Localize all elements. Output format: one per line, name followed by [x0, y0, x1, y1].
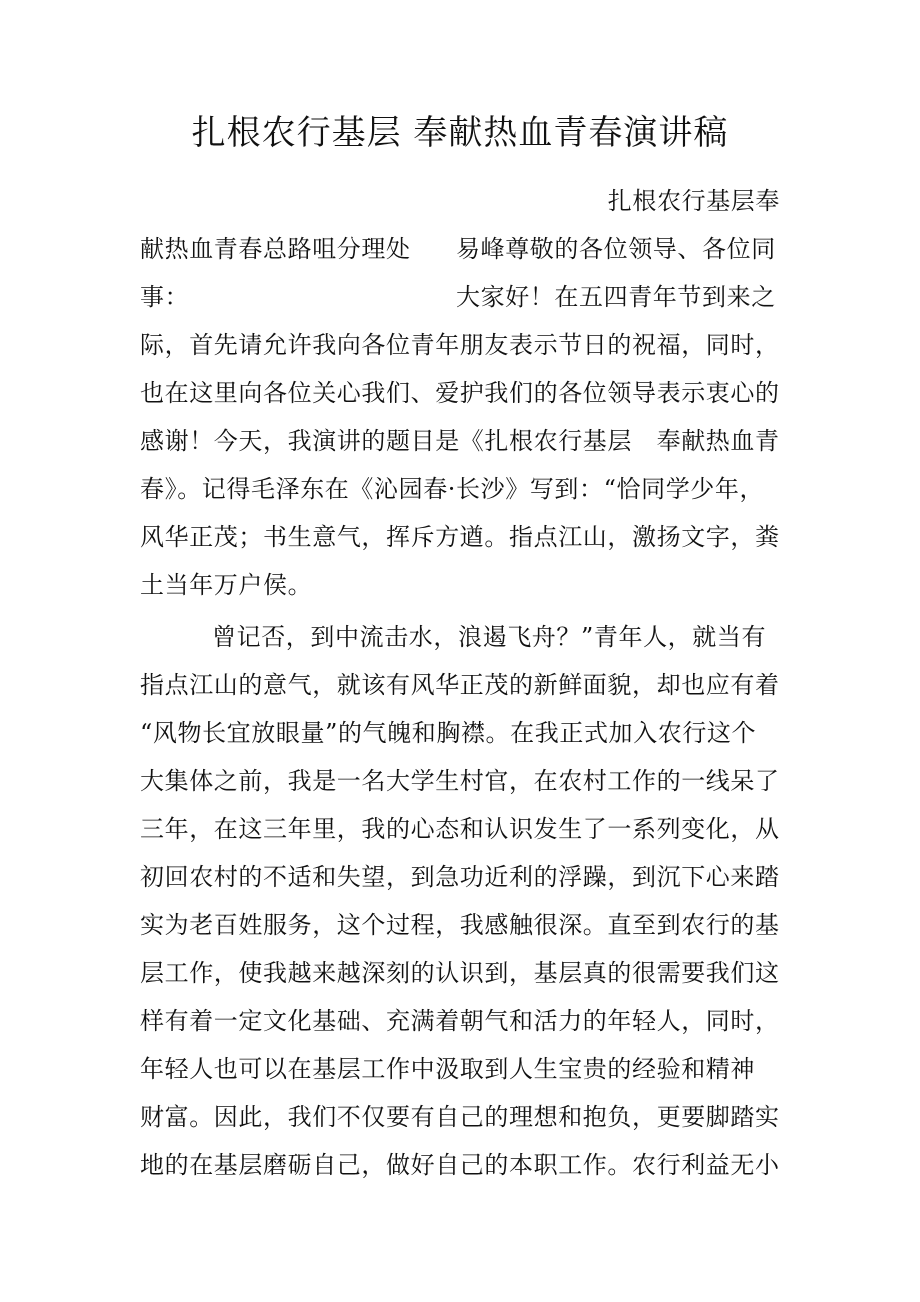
body-line: 年轻人也可以在基层工作中汲取到人生宝贵的经验和精神	[140, 1055, 755, 1083]
body-line: 扎根农行基层奉	[607, 187, 780, 215]
body-line: 际，首先请允许我向各位青年朋友表示节日的祝福，同时，	[140, 331, 780, 359]
body-line: 样有着一定文化基础、充满着朝气和活力的年轻人，同时，	[140, 1007, 780, 1035]
body-line: 感谢！今天，我演讲的题目是《扎根农行基层 奉献热血青	[140, 427, 780, 455]
body-line: 初回农村的不适和失望，到急功近利的浮躁，到沉下心来踏	[140, 863, 780, 891]
body-line: 实为老百姓服务，这个过程，我感触很深。直至到农行的基	[140, 911, 780, 939]
body-line: 也在这里向各位关心我们、爱护我们的各位领导表示衷心的	[140, 379, 780, 407]
body-line: 土当年万户侯。	[140, 571, 313, 599]
body-line: 层工作，使我越来越深刻的认识到，基层真的很需要我们这	[140, 959, 780, 987]
body-line: 三年，在这三年里，我的心态和认识发生了一系列变化，从	[140, 815, 780, 843]
body-line	[140, 232, 780, 266]
body-line	[140, 280, 780, 314]
document-title: 扎根农行基层 奉献热血青春演讲稿	[191, 113, 729, 153]
body-line: “风物长宜放眼量”的气魄和胸襟。在我正式加入农行这个	[140, 719, 757, 747]
body-line: 财富。因此，我们不仅要有自己的理想和抱负，更要脚踏实	[140, 1103, 780, 1131]
body-line: 曾记否，到中流击水，浪遏飞舟？”青年人，就当有	[212, 623, 767, 651]
body-line: 春》。记得毛泽东在《沁园春·长沙》写到：“恰同学少年，	[140, 475, 765, 503]
line-fragment: 献热血青春总路咀分理处	[140, 235, 411, 263]
line-fragment: 大家好！在五四青年节到来之	[456, 283, 776, 311]
body-line: 地的在基层磨砺自己，做好自己的本职工作。农行利益无小	[140, 1151, 780, 1179]
body-line: 风华正茂；书生意气，挥斥方遒。指点江山，激扬文字，粪	[140, 523, 780, 551]
line-fragment: 易峰尊敬的各位领导、各位同	[456, 235, 776, 263]
body-line: 指点江山的意气，就该有风华正茂的新鲜面貌，却也应有着	[140, 671, 780, 699]
line-fragment: 事：	[140, 283, 190, 311]
body-line: 大集体之前，我是一名大学生村官，在农村工作的一线呆了	[140, 767, 780, 795]
